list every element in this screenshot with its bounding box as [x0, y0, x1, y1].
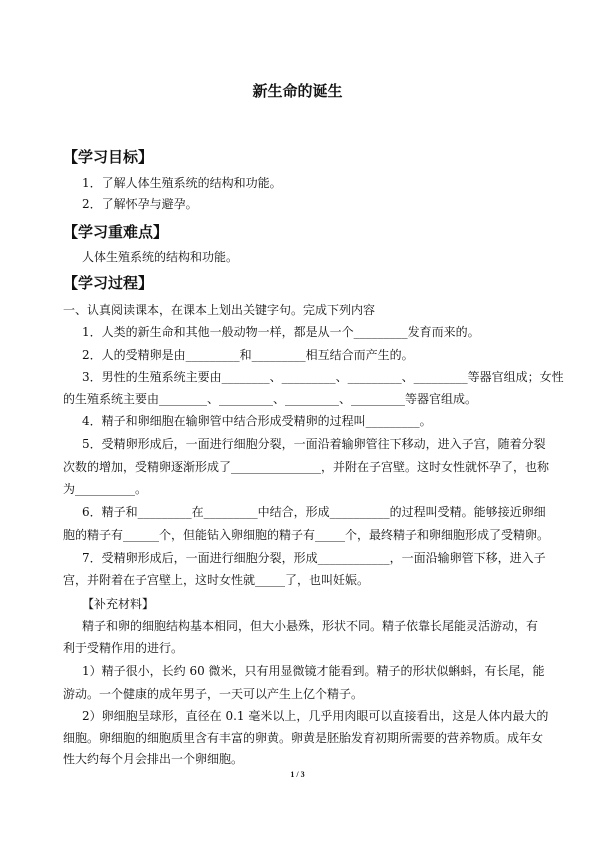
process-item-3: 3．男性的生殖系统主要由________、_________、_________、_________等器官组成；女性 — [82, 370, 564, 384]
process-item-7-cont: 宫，并附着在子宫壁上，这时女性就_____了，也叫妊娠。 — [63, 573, 370, 587]
process-item-6-cont: 胞的精子有______个，但能钻入卵细胞的精子有_____个，最终精子和卵细胞形成了受精卵。 — [63, 528, 550, 542]
process-item-5: 5．受精卵形成后，一面进行细胞分裂，一面沿着输卵管往下移动，进入子宫，随着分裂 — [82, 437, 546, 451]
supplement-item-egg: 2）卵细胞呈球形，直径在 0.1 毫米以上，几乎用肉眼可以直接看出，这是人体内最大的 — [82, 709, 549, 723]
process-item-2: 2．人的受精卵是由_________和_________相互结合而产生的。 — [82, 348, 414, 362]
page-title: 新生命的诞生 — [252, 82, 343, 100]
objective-item: 2．了解怀孕与避孕。 — [82, 197, 198, 211]
section-heading-process: 【学习过程】 — [63, 274, 154, 292]
section-heading-keypoints: 【学习重难点】 — [63, 223, 169, 241]
supplement-heading: 【补充材料】 — [82, 597, 155, 611]
supplement-paragraph: 精子和卵的细胞结构基本相同，但大小悬殊，形状不同。精子依靠长尾能灵活游动，有 — [82, 619, 539, 633]
process-item-4: 4．精子和卵细胞在输卵管中结合形成受精卵的过程叫_________。 — [82, 414, 432, 428]
keypoint-text: 人体生殖系统的结构和功能。 — [82, 250, 239, 264]
supplement-item-sperm-cont: 游动。一个健康的成年男子，一天可以产生上亿个精子。 — [63, 687, 364, 701]
objective-item: 1．了解人体生殖系统的结构和功能。 — [82, 176, 282, 190]
process-item-1: 1．人类的新生命和其他一般动物一样，都是从一个_________发育而来的。 — [82, 325, 480, 339]
process-item-7: 7．受精卵形成后，一面进行细胞分裂，形成____________，一面沿输卵管下移，进入子 — [82, 551, 546, 565]
page-number: 1 / 3 — [290, 770, 305, 779]
supplement-item-egg-cont: 性大约每个月会排出一个卵细胞。 — [63, 752, 244, 766]
section-heading-objectives: 【学习目标】 — [63, 148, 154, 166]
supplement-paragraph-cont: 利于受精作用的进行。 — [63, 641, 184, 655]
process-item-5-cont: 次数的增加，受精卵逐渐形成了_______________，并附在子宫壁。这时女性就怀孕了，也称 — [63, 460, 550, 474]
process-intro: 一、认真阅读课本，在课本上划出关键字句。完成下列内容 — [63, 303, 376, 317]
process-item-3-cont: 的生殖系统主要由________、_________、_________、_________等器官组成。 — [63, 392, 478, 406]
supplement-item-sperm: 1）精子很小，长约 60 微米，只有用显微镜才能看到。精子的形状似蝌蚪，有长尾，能 — [82, 664, 545, 678]
process-item-5-cont: 为__________。 — [63, 482, 148, 496]
process-item-6: 6．精子和_________在_________中结合，形成__________的过程叫受精。能够接近卵细 — [82, 505, 546, 519]
supplement-item-egg-cont: 细胞。卵细胞的细胞质里含有丰富的卵黄。卵黄是胚胎发育初期所需要的营养物质。成年女 — [63, 731, 544, 745]
